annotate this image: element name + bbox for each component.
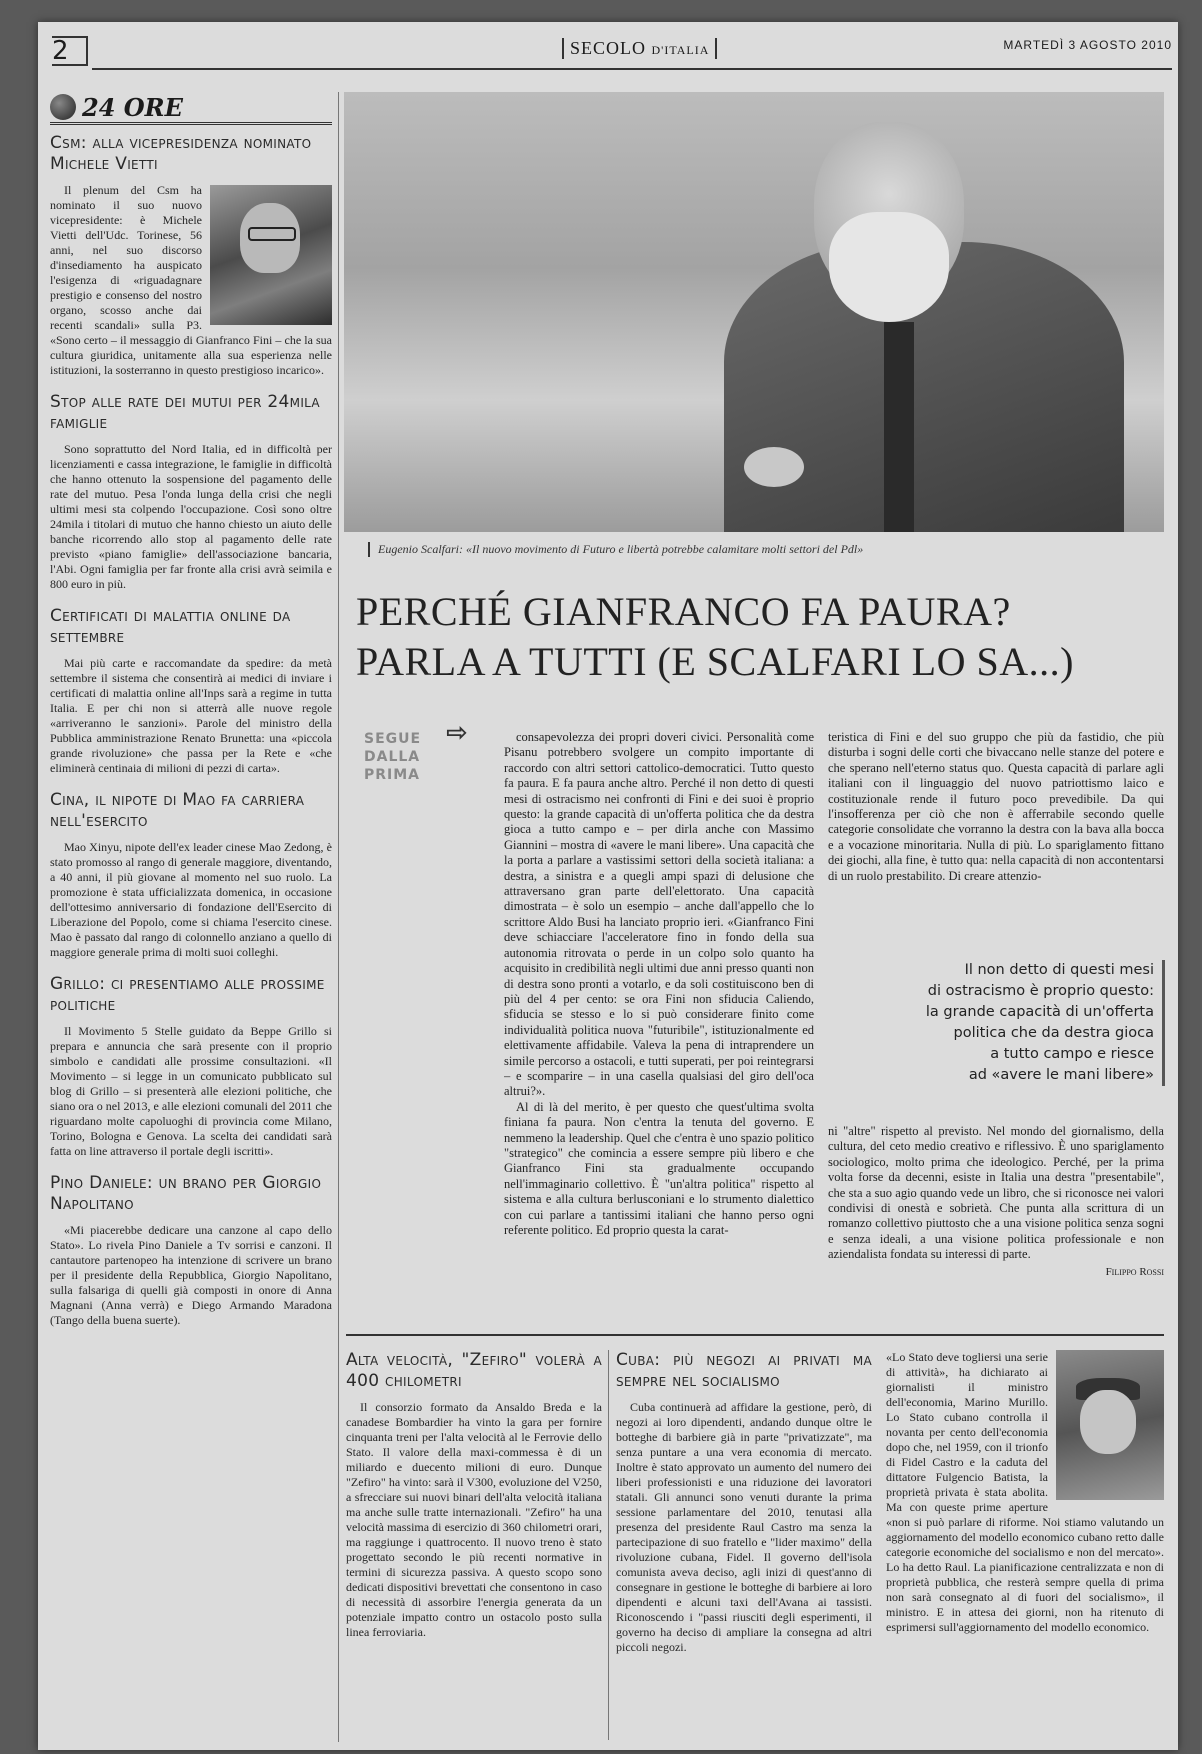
section-logo: [50, 92, 332, 125]
news-briefs-sidebar: [50, 92, 332, 1742]
brief-body: Il Movimento 5 Stelle guidato da Beppe Grillo si prepara e annuncia che sarà presente con il proprio simbolo e candidati alle prossime consultazioni. «Il Movimento – si legge in un comunicato pubblicato sul blog di Grillo – si presenterà alle elezioni politiche, che siano ora o nel 2013, e alle elezioni comunali del 2011 che riguardano molte capoluoghi di provincia come Milano, Torino, Bologna e Genova. La scelta dei candidati sarà fatta on line attraverso il portale degli iscritti».: [50, 1024, 332, 1158]
issue-date: MARTEDÌ 3 AGOSTO 2010: [1003, 38, 1172, 52]
brief-title: Csm: alla vicepresidenza nominato Michele Vietti: [50, 133, 312, 174]
arrow-right-icon: ⇨: [446, 718, 469, 748]
vietti-photo: [210, 185, 332, 325]
brief-title: Cina, il nipote di Mao fa carriera nell'esercito: [50, 790, 305, 831]
continued-from-front: [364, 718, 474, 784]
brief: [50, 133, 332, 378]
page-number: 2: [52, 36, 88, 66]
masthead-small: D'ITALIA: [651, 43, 710, 57]
segue-word: DALLA: [364, 749, 421, 765]
brief-body: «Mi piacerebbe dedicare una canzone al capo dello Stato». Lo rivela Pino Daniele a Tv sorrisi e canzoni. Il cantautore partenopeo ha intenzione di scrivere un brano per il presidente della Repubblica, Giorgio Napolitano, sulla falsariga di quelli già composti in onore di Anna Magnani (Anna verrà) e Diego Armando Maradona (Tango della buena suerte).: [50, 1223, 332, 1327]
brief-body: Sono soprattutto del Nord Italia, ed in difficoltà per licenziamenti e cassa integrazione, le famiglie in difficoltà che hanno ottenuto la sospensione del pagamento delle rate del mutuo. Pesa l'onda lunga della crisi che negli ultimi mesi sta colpendo l'occupazione. Così sono oltre 24mila i titolari di mutuo che hanno chiesto un aiuto delle banche ricorrendo allo stop al pagamento delle rate previsto «piano famiglie» dell'associazione bancaria, l'Abi. Ogni famiglia per far fronte alla crisi avrà seimila e 800 euro in più.: [50, 442, 332, 591]
pull-quote-line: politica che da destra gioca: [953, 1025, 1154, 1041]
brief-body: Il plenum del Csm ha nominato il suo nuovo vicepresidente: è Michele Vietti dell'Udc. Torinese, 56 anni, nel suo discorso d'insediamento ha auspicato l'esigenza di «riguadagnare prestigio e consenso del nostro organo, scosso anche dai recenti scandali» sulla P3. «Sono certo – il messaggio di Gianfranco Fini – che la sua cultura giuridica, unitamente alla sua esperienza nelle istituzioni, la sosterranno in questo prestigioso incarico».: [50, 183, 332, 377]
brief-title: Grillo: ci presentiamo alle prossime politiche: [50, 974, 325, 1015]
page-header: [52, 28, 1172, 68]
brief-title: Cuba: più negozi ai privati ma sempre nel socialismo: [616, 1350, 872, 1391]
brief-body: Mao Xinyu, nipote dell'ex leader cinese Mao Zedong, è stato promosso al rango di generale maggiore, diventando, a 40 anni, il più giovane al momento nel suo ruolo. La promozione è stata ufficializzata domenica, in occasione dell'ottesimo anniversario di fondazione dell'Esercito di Liberazione del Popolo, come si chiama l'esercito cinese. Mao è passato dal rango di colonnello anziano a quello di maggiore generale prima di molti suoi colleghi.: [50, 840, 332, 959]
brief: [50, 1173, 332, 1328]
column-divider: [338, 92, 339, 1742]
article-column-1: [504, 730, 814, 1332]
article-paragraph: ni "altre" rispetto al previsto. Nel mondo del giornalismo, della cultura, del ceto medio creativo e riflessivo. È uno spariglamento sociologico, molto prima che ideologico. Perché, per la prima volta forse da decenni, esiste in Italia una destra "presentabile", che sta a suo agio quando vede un libro, che si riconosce nei valori condivisi di onestà e sobrietà. Che punta alla scrittura di un romanzo collettivo piuttosto che a una visione politica senza sogni e senza ideali, a una visione politica professionale e non aziendalista fondata su interessi di parte.: [828, 1124, 1164, 1262]
photo-caption: Eugenio Scalfari: «Il nuovo movimento di Futuro e libertà potrebbe calamitare molti settori del Pdl»: [368, 542, 1158, 557]
globe-icon: [50, 94, 76, 120]
photo-tie: [884, 322, 914, 532]
article-paragraph: teristica di Fini e del suo gruppo che più da fastidio, che più disturba i sogni delle corti che bivaccano nelle stanze del potere e che sperano nell'eterno status quo. Questa capacità di parlare agli italiani con il linguaggio del nuovo patriottismo laico e costituzionale rende il futuro poco prevedibile. Da qui l'insofferenza per ciò che non è afferrabile secondo quelle categorie consolidate che vorranno la destra con la bava alla bocca e a vocazione minoritaria. Nulla di più. Lo spariglamento fittano dei giochi, alla fine, è tutto qua: nella capacità di non accontentarsi di un ruolo prestabilito. Di creare attenzio-: [828, 730, 1164, 883]
brief-body: Cuba continuerà ad affidare la gestione, però, di negozi ai loro dipendenti, andando dunque oltre le botteghe di barbiere già in parte "privatizzate", ma senza puntare a una vera economia di mercato. Inoltre è stato approvato un aumento del numero dei liberi professionisti e una riduzione dei lavoratori statali. Gli annunci sono venuti durante la prima sessione parlamentare del 2010, tenutasi alla presenza del presidente Raul Castro ma senza la partecipazione di suo fratello e "lider maximo" della rivoluzione cubana, Fidel. Il governo dell'isola comunista aveva deciso, agli inizi di quest'anno di consegnare in gestione le botteghe di barbiere ai loro dipendenti e alcuni taxi dell'Avana ai tassisti. Riconoscendo i "passi riusciti degli esperimenti, il governo ha deciso di ampliare la consegna ad altri piccoli negozi.: [616, 1400, 872, 1654]
portrait-face: [1080, 1390, 1136, 1454]
headline-line-1: PERCHÉ GIANFRANCO FA PAURA?: [356, 589, 1011, 634]
article-paragraph: consapevolezza dei propri doveri civici. Personalità come Pisanu potrebbero svolgere un compito importante di raccordo con altri settori cattolico-democratici. Tutto questo fa paura. E fa paura anche altro. Perché il non detto di questi mesi di ostracismo nei confronti di Fini e dei suoi è proprio questo: la grande capacità di un'offerta politica che da destra gioca a tutto campo e – per dirla anche con Massimo Giannini – mostra di «avere le mani libere». Una capacità che la porta a parlare a vastissimi settori della società italiana: a destra, a sinistra e a quegli ampi spazi di delusione che attraversano gran parte dell'elettorato. Una capacità dimostrata – è solo un esempio – anche dall'appello che lo scrittore Aldo Busi ha lanciato proprio ieri. «Gianfranco Fini deve schiacciare l'acceleratore fino in fondo della sua autonomia ritrovata o perde in un colpo solo quanto ha acquisito in credibilità negli ultimi due anni presso quanti non di destra sono pronti a votarlo, e da soli costituiscono ben di più del 4 per cento: se ora Fini non sfiducia Caliendo, sfiducia se stesso e lo si può considerare finito come individualità politica nuova "futuribile", istituzionalmente ed elettivamente affidabile. Valeva la pena di intraprendere un simile percorso a ostacoli, e tutti superati, per poi reintegrarsi – e scomparire – in una casella qualsiasi del giro dell'oca altrui?».: [504, 730, 814, 1099]
bottom-section-rule: [346, 1334, 1164, 1336]
header-rule: [92, 68, 1172, 70]
newspaper-page: [38, 22, 1178, 1750]
brief: [50, 790, 332, 960]
brief: [50, 974, 332, 1159]
brief-zefiro: [346, 1350, 602, 1740]
brief-cuba-continued: [886, 1350, 1164, 1740]
brief-title: Stop alle rate dei mutui per 24mila famiglie: [50, 392, 320, 433]
author-signature: Filippo Rossi: [1105, 1265, 1164, 1278]
brief-body: Il consorzio formato da Ansaldo Breda e la canadese Bombardier ha vinto la gara per fornire cinquanta treni per l'alta velocità al le Ferrovie dello Stato. Il valore della maxi-commessa è di un miliardo e duecento milioni di euro. Dunque "Zefiro" ha vinto: sarà il V300, evoluzione del V250, a sfrecciare sui nuovi binari dell'alta velocità italiana ma anche sulle tratte internazionali. "Zefiro" ha una velocità massima di esercizio di 360 chilometri orari, ma raggiunge i quattrocento. Il nuovo treno è stato progettato secondo le più recenti normative in termini di sicurezza passiva. A questo scopo sono dedicati dispositivi brevettati che consentono in caso di necessità di assorbire l'energia generata da un potenziale impatto contro un ostacolo posto sulla linea ferroviaria.: [346, 1400, 602, 1639]
castro-photo: [1056, 1350, 1164, 1500]
pull-quote-line: la grande capacità di un'offerta: [925, 1004, 1154, 1020]
brief-body: «Lo Stato deve togliersi una serie di attività», ha dichiarato ai giornalisti il ministro dell'economia, Marino Murillo. Lo Stato cubano controlla il novanta per cento dell'economia dopo che, nel 1959, con il trionfo di Fidel Castro e la caduta del dittatore Fulgencio Batista, la proprietà privata è stata abolita. Ma con queste prime aperture «non si può parlare di riforme. Noi stiamo valutando un aggiornamento del modello economico cubano retto dalle categorie economiche del socialismo e non del mercato». Lo ha detto Raul. La pianificazione centralizzata e non di proprietà pubblica, che resterà sempre quella di prima non sarà consegnato al di fuori del socialismo», il ministro. E in attesa dei giorni, non ha ritenuto di esprimersi sull'aggiornamento del modello economico.: [886, 1350, 1164, 1634]
pull-quote-line: Il non detto di questi mesi: [964, 962, 1154, 978]
masthead: [562, 38, 717, 59]
pull-quote: [838, 960, 1165, 1086]
brief-title: Alta velocità, "Zefiro" volerà a 400 chilometri: [346, 1350, 602, 1391]
section-logo-text: 24 ORE: [82, 92, 183, 122]
photo-hand: [744, 447, 804, 487]
article-column-3: [828, 1124, 1164, 1309]
headline-line-2: PARLA A TUTTI (E SCALFARI LO SA...): [356, 639, 1074, 684]
scalfari-photo: [344, 92, 1164, 532]
brief-title: Pino Daniele: un brano per Giorgio Napolitano: [50, 1173, 322, 1214]
pull-quote-line: ad «avere le mani libere»: [968, 1067, 1154, 1083]
pull-quote-line: di ostracismo è proprio questo:: [927, 983, 1154, 999]
brief: [50, 606, 332, 776]
segue-word: SEGUE: [364, 731, 422, 747]
brief-cuba: [616, 1350, 872, 1740]
article-column-2: [828, 730, 1164, 940]
brief: [50, 392, 332, 592]
portrait-glasses: [248, 227, 296, 241]
article-paragraph: Al di là del merito, è per questo che quest'ultima svolta finiana fa paura. Non c'entra la tenuta del governo. E nemmeno la leadership. Quel che c'entra è uno spazio politico "strategico" che comincia a essere sempre più libero e che Gianfranco Fini sta gradualmente occupando nell'immaginario collettivo. È "un'altra politica" rispetto al sistema e alla cultura berlusconiani e lo strumento dialettico con cui parlare a tantissimi italiani che hanno perso ogni referente politico. Ed proprio questa la carat-: [504, 1099, 814, 1237]
segue-word: PRIMA: [364, 767, 421, 783]
column-divider: [608, 1350, 609, 1740]
brief-body: Mai più carte e raccomandate da spedire: da metà settembre il sistema che consentirà ai medici di inviare i certificati di malattia online all'Inps sarà a regime in tutta Italia. E per chi non si atterrà alle nuove regole «arriveranno le sanzioni». Parole del ministro della Pubblica amministrazione Renato Brunetta: una «piccola grande rivoluzione» che passa per la Rete e «che eliminerà centinaia di milioni di pezzi di carta».: [50, 656, 332, 775]
pull-quote-line: a tutto campo e riesce: [990, 1046, 1154, 1062]
main-headline: [356, 587, 1166, 687]
photo-beard: [829, 212, 949, 322]
masthead-main: SECOLO: [570, 38, 647, 58]
brief-title: Certificati di malattia online da settembre: [50, 606, 291, 647]
